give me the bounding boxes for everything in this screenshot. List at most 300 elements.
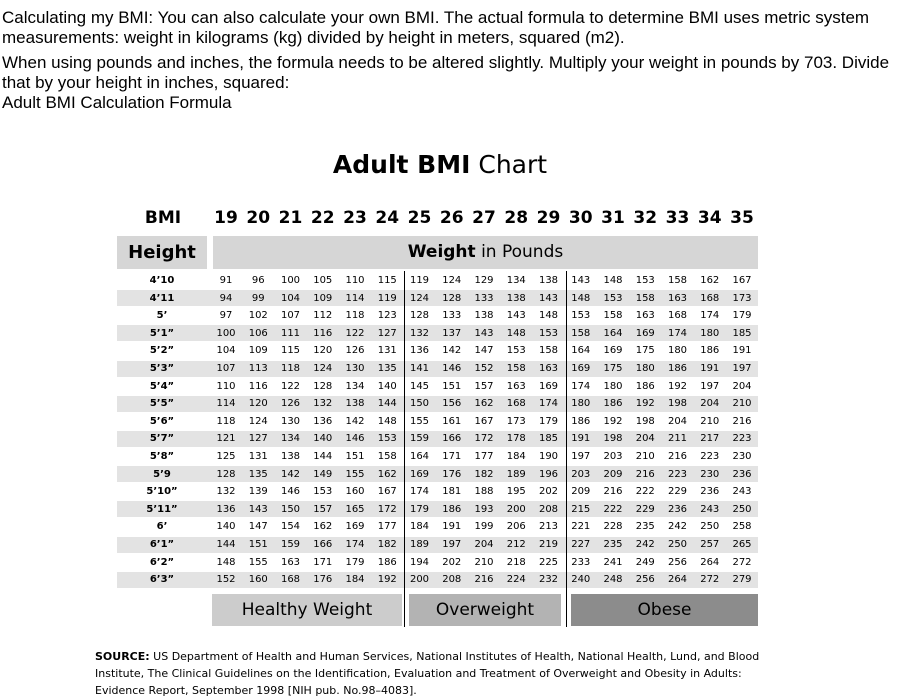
weight-cell: 161 (442, 415, 462, 427)
weight-cell: 210 (732, 398, 752, 410)
weight-cell: 162 (313, 521, 333, 533)
weight-cell: 141 (409, 363, 430, 374)
weight-cell: 193 (474, 503, 494, 515)
weight-cell: 203 (571, 468, 591, 480)
weight-cell: 135 (377, 363, 397, 374)
weight-cell: 115 (377, 275, 397, 286)
weight-cell: 227 (571, 539, 591, 550)
weight-cell: 99 (251, 292, 265, 304)
weight-cell: 272 (732, 556, 752, 568)
height-cell: 6’1” (149, 539, 175, 550)
weight-cell: 184 (506, 451, 526, 462)
weight-cell: 208 (538, 503, 559, 515)
weight-cell: 164 (409, 451, 430, 462)
height-cell: 5’6” (149, 415, 175, 427)
weight-cell: 264 (667, 574, 688, 586)
weight-cell: 202 (538, 486, 559, 498)
weight-cell: 235 (635, 521, 655, 533)
weight-cell: 136 (409, 345, 430, 357)
height-cell: 4’11 (149, 292, 175, 304)
weight-cell: 217 (700, 433, 720, 445)
weight-cell: 197 (700, 380, 720, 392)
weight-cell: 196 (538, 468, 559, 480)
weight-cell: 208 (442, 574, 462, 586)
bmi-value: 28 (504, 208, 529, 228)
height-cell: 4’10 (149, 275, 175, 286)
bmi-value: 21 (278, 208, 303, 228)
weight-cell: 147 (474, 345, 494, 357)
weight-cell: 194 (409, 556, 430, 568)
weight-cell: 186 (667, 363, 688, 374)
weight-cell: 153 (603, 292, 623, 304)
weight-cell: 162 (700, 275, 720, 286)
weight-cell: 123 (377, 310, 397, 322)
weight-cell: 135 (248, 468, 268, 480)
weight-cell: 243 (732, 486, 752, 498)
weight-cell: 147 (248, 521, 268, 533)
weight-cell: 144 (377, 398, 397, 410)
bmi-value: 27 (472, 208, 496, 228)
weight-cell: 158 (506, 363, 526, 374)
weight-cell: 148 (603, 275, 623, 286)
weight-cell: 162 (377, 468, 397, 480)
weight-cell: 126 (280, 398, 301, 410)
weight-cell: 166 (313, 539, 333, 550)
weight-cell: 211 (667, 433, 688, 445)
weight-cell: 236 (700, 486, 720, 498)
weight-cell: 116 (248, 380, 268, 392)
weight-cell: 124 (248, 415, 268, 427)
weight-cell: 134 (280, 433, 301, 445)
weight-cell: 218 (506, 556, 526, 568)
weight-cell: 223 (667, 468, 688, 480)
weight-cell: 168 (280, 574, 301, 586)
weight-cell: 109 (248, 345, 268, 357)
weight-cell: 122 (345, 327, 365, 339)
bmi-value: 24 (375, 208, 400, 228)
chart-title-bold: Adult BMI (332, 150, 471, 179)
weight-cell: 186 (442, 503, 462, 515)
bmi-value: 29 (536, 208, 561, 228)
weight-cell: 118 (216, 415, 236, 427)
weight-cell: 160 (345, 486, 365, 498)
weight-cell: 203 (603, 451, 623, 462)
weight-cell: 176 (442, 468, 462, 480)
weight-cell: 164 (603, 327, 623, 339)
weight-cell: 163 (667, 292, 688, 304)
weight-cell: 151 (248, 539, 268, 550)
bmi-value: 31 (601, 208, 625, 228)
weight-cell: 210 (635, 451, 655, 462)
weight-cell: 243 (700, 503, 720, 515)
weight-cell: 225 (538, 556, 559, 568)
bmi-value: 25 (407, 208, 432, 228)
weight-cell: 110 (216, 380, 236, 392)
weight-cell: 197 (732, 363, 752, 374)
weight-cell: 153 (377, 433, 397, 445)
weight-cell: 133 (474, 292, 494, 304)
category-obese: Obese (571, 594, 758, 626)
weight-cell: 189 (409, 539, 430, 550)
formula-heading: Adult BMI Calculation Formula (2, 93, 232, 112)
weight-cell: 265 (732, 539, 752, 550)
weight-cell: 132 (409, 327, 430, 339)
weight-cell: 224 (506, 574, 526, 586)
weight-cell: 146 (280, 486, 301, 498)
weight-cell: 158 (603, 310, 623, 322)
weight-cell: 130 (345, 363, 365, 374)
weight-cell: 128 (313, 380, 333, 392)
weight-cell: 192 (635, 398, 655, 410)
weight-cell: 153 (506, 345, 526, 357)
weight-cell: 258 (732, 521, 752, 533)
weight-cell: 204 (732, 380, 752, 392)
weight-cell: 158 (635, 292, 655, 304)
weight-cell: 174 (409, 486, 430, 498)
height-cell: 5’9 (153, 468, 171, 480)
weight-cell: 126 (345, 345, 365, 357)
weight-cell: 124 (313, 363, 333, 374)
weight-cell: 142 (345, 415, 365, 427)
weight-cell: 142 (280, 468, 301, 480)
weight-cell: 151 (442, 380, 462, 392)
weight-cell: 174 (571, 380, 591, 392)
weight-cell: 168 (700, 292, 720, 304)
height-cell: 5’ (156, 310, 168, 322)
weight-cell: 191 (732, 345, 752, 357)
source-text: US Department of Health and Human Services, National Institutes of Health, National Health, Lund, and Blood Institute, The Clinical Guidelines on the Identification, Evaluation and Treatment of Overweight and Obesity in Adults: Evidence Report, September 1998 [NIH pub. No.98–4083]. (95, 650, 760, 697)
weight-cell: 162 (474, 398, 494, 410)
bmi-value: 23 (343, 208, 367, 228)
weight-header (213, 236, 758, 269)
weight-cell: 131 (377, 345, 397, 357)
weight-cell: 199 (474, 521, 494, 533)
intro-paragraph-2: When using pounds and inches, the formula needs to be altered slightly. Multiply your weight in pounds by 703. Divide that by your height in inches, squared: (2, 53, 890, 92)
weight-cell: 97 (219, 310, 233, 322)
weight-cell: 185 (732, 327, 752, 339)
weight-cell: 159 (409, 433, 430, 445)
weight-cell: 159 (280, 539, 301, 550)
weight-cell: 148 (571, 292, 591, 304)
weight-cell: 125 (216, 451, 236, 462)
weight-cell: 191 (571, 433, 591, 445)
weight-cell: 236 (732, 468, 752, 480)
weight-cell: 209 (603, 468, 623, 480)
weight-cell: 256 (635, 574, 655, 586)
weight-cell: 130 (280, 415, 301, 427)
weight-cell: 153 (313, 486, 333, 498)
weight-cell: 204 (700, 398, 720, 410)
weight-cell: 216 (732, 415, 752, 427)
weight-cell: 233 (571, 556, 591, 568)
weight-cell: 109 (313, 292, 333, 304)
weight-cell: 174 (345, 539, 365, 550)
weight-cell: 174 (538, 398, 559, 410)
weight-cell: 186 (571, 415, 591, 427)
weight-cell: 182 (474, 468, 494, 480)
weight-cell: 148 (216, 556, 236, 568)
height-cell: 5’10” (146, 486, 178, 498)
weight-cell: 202 (442, 556, 462, 568)
category-overweight: Overweight (409, 594, 561, 626)
weight-cell: 166 (442, 433, 462, 445)
weight-cell: 188 (474, 486, 494, 498)
weight-cell: 134 (345, 380, 365, 392)
height-cell: 5’8” (149, 451, 175, 462)
height-cell: 5’7” (149, 433, 175, 445)
chart-title-rest: Chart (470, 150, 548, 179)
height-cell: 6’3” (149, 574, 175, 586)
weight-cell: 172 (377, 503, 397, 515)
weight-cell: 223 (700, 451, 720, 462)
intro-paragraph-1: Calculating my BMI: You can also calculate your own BMI. The actual formula to determine BMI uses metric system measurements: weight in kilograms (kg) divided by height in meters, squared (m2). (2, 8, 870, 47)
weight-cell: 191 (442, 521, 462, 533)
weight-cell: 164 (571, 345, 591, 357)
weight-cell: 177 (377, 521, 397, 533)
weight-cell: 157 (313, 503, 333, 515)
weight-cell: 197 (442, 539, 462, 550)
height-cell: 5’1” (149, 327, 175, 339)
weight-cell: 150 (280, 503, 301, 515)
bmi-value: 32 (633, 208, 658, 228)
weight-cell: 200 (409, 574, 430, 586)
weight-cell: 168 (506, 398, 526, 410)
weight-cell: 111 (280, 327, 301, 339)
weight-cell: 133 (442, 310, 462, 322)
weight-cell: 257 (700, 539, 720, 550)
weight-cell: 158 (667, 275, 688, 286)
weight-cell: 186 (700, 345, 720, 357)
weight-cell: 155 (248, 556, 268, 568)
weight-cell: 210 (474, 556, 494, 568)
bmi-column-label: BMI (144, 208, 182, 228)
weight-cell: 104 (280, 292, 301, 304)
weight-cell: 189 (506, 468, 526, 480)
weight-cell: 128 (409, 310, 430, 322)
weight-cell: 131 (248, 451, 268, 462)
weight-cell: 119 (377, 292, 397, 304)
weight-cell: 221 (571, 521, 591, 533)
weight-cell: 242 (635, 539, 655, 550)
height-header: Height (117, 236, 207, 269)
weight-cell: 146 (442, 363, 462, 374)
weight-cell: 256 (667, 556, 688, 568)
chart-title (0, 150, 880, 179)
height-cell: 5’2” (149, 345, 175, 357)
weight-cell: 174 (667, 327, 688, 339)
weight-cell: 195 (506, 486, 526, 498)
weight-cell: 175 (635, 345, 655, 357)
weight-cell: 138 (538, 275, 559, 286)
weight-cell: 167 (732, 275, 752, 286)
weight-cell: 137 (442, 327, 462, 339)
weight-cell: 140 (377, 380, 397, 392)
weight-cell: 160 (248, 574, 268, 586)
weight-cell: 204 (667, 415, 688, 427)
weight-cell: 198 (603, 433, 623, 445)
weight-cell: 124 (409, 292, 430, 304)
weight-cell: 198 (635, 415, 655, 427)
weight-cell: 186 (377, 556, 397, 568)
weight-cell: 240 (571, 574, 591, 586)
weight-cell: 110 (345, 275, 365, 286)
weight-cell: 143 (506, 310, 526, 322)
weight-cell: 120 (313, 345, 333, 357)
weight-cell: 272 (700, 574, 720, 586)
weight-cell: 158 (571, 327, 591, 339)
height-cell: 5’5” (149, 398, 175, 410)
weight-cell: 179 (732, 310, 752, 322)
weight-cell: 113 (248, 363, 268, 374)
weight-cell: 134 (506, 275, 526, 286)
height-cell: 6’2” (149, 556, 175, 568)
weight-cell: 138 (280, 451, 301, 462)
weight-cell: 250 (732, 503, 752, 515)
weight-cell: 178 (506, 433, 526, 445)
weight-cell: 242 (667, 521, 688, 533)
weight-cell: 148 (377, 415, 397, 427)
weight-cell: 139 (248, 486, 268, 498)
weight-cell: 120 (248, 398, 268, 410)
bmi-value: 30 (568, 208, 593, 228)
weight-cell: 249 (635, 556, 655, 568)
weight-cell: 169 (538, 380, 559, 392)
weight-cell: 190 (538, 451, 559, 462)
weight-cell: 171 (313, 556, 333, 568)
weight-cell: 114 (345, 292, 365, 304)
weight-cell: 192 (603, 415, 623, 427)
weight-cell: 143 (474, 327, 494, 339)
weight-cell: 171 (442, 451, 462, 462)
weight-cell: 152 (216, 574, 236, 586)
weight-cell: 107 (280, 310, 301, 322)
height-cell: 6’ (156, 521, 168, 533)
weight-cell: 94 (219, 292, 233, 304)
weight-cell: 172 (474, 433, 494, 445)
weight-cell: 105 (313, 275, 333, 286)
weight-cell: 138 (474, 310, 494, 322)
weight-cell: 236 (667, 503, 688, 515)
weight-cell: 235 (603, 539, 623, 550)
weight-cell: 163 (280, 556, 301, 568)
weight-cell: 182 (377, 539, 397, 550)
weight-cell: 132 (313, 398, 333, 410)
weight-cell: 156 (442, 398, 462, 410)
weight-cell: 163 (538, 363, 559, 374)
weight-cell: 121 (216, 433, 236, 445)
weight-cell: 250 (667, 539, 688, 550)
weight-cell: 158 (538, 345, 559, 357)
weight-cell: 179 (345, 556, 365, 568)
weight-cell: 230 (700, 468, 720, 480)
weight-cell: 112 (313, 310, 333, 322)
weight-cell: 222 (603, 503, 623, 515)
weight-cell: 140 (313, 433, 333, 445)
weight-cell: 148 (506, 327, 526, 339)
weight-cell: 118 (280, 363, 301, 374)
weight-cell: 145 (409, 380, 430, 392)
weight-cell: 175 (603, 363, 623, 374)
weight-cell: 136 (216, 503, 236, 515)
weight-cell: 100 (216, 327, 236, 339)
weight-cell: 209 (571, 486, 591, 498)
weight-cell: 144 (313, 451, 333, 462)
weight-header-rest: in Pounds (475, 242, 564, 262)
weight-cell: 150 (409, 398, 430, 410)
weight-cell: 100 (280, 275, 301, 286)
weight-cell: 216 (603, 486, 623, 498)
weight-cell: 181 (442, 486, 462, 498)
weight-cell: 163 (635, 310, 655, 322)
bmi-value: 20 (246, 208, 271, 228)
bmi-value: 35 (730, 208, 754, 228)
weight-cell: 173 (506, 415, 526, 427)
weight-cell: 174 (700, 310, 720, 322)
bmi-value: 26 (439, 208, 464, 228)
weight-cell: 223 (732, 433, 752, 445)
weight-cell: 128 (216, 468, 236, 480)
category-healthy-weight: Healthy Weight (212, 594, 402, 626)
weight-cell: 104 (216, 345, 236, 357)
weight-cell: 144 (216, 539, 236, 550)
weight-cell: 148 (538, 310, 559, 322)
weight-cell: 154 (280, 521, 301, 533)
weight-cell: 279 (732, 574, 752, 586)
weight-cell: 197 (571, 451, 591, 462)
weight-cell: 184 (345, 574, 365, 586)
weight-cell: 149 (313, 468, 333, 480)
weight-cell: 248 (603, 574, 623, 586)
weight-cell: 91 (219, 275, 233, 286)
weight-cell: 153 (635, 275, 655, 286)
weight-cell: 222 (635, 486, 655, 498)
weight-cell: 122 (280, 380, 301, 392)
weight-cell: 107 (216, 363, 236, 374)
weight-cell: 124 (442, 275, 462, 286)
weight-cell: 138 (506, 292, 526, 304)
weight-cell: 169 (409, 468, 430, 480)
weight-cell: 167 (474, 415, 494, 427)
weight-cell: 127 (377, 327, 397, 339)
weight-cell: 168 (667, 310, 688, 322)
weight-cell: 143 (538, 292, 559, 304)
weight-cell: 116 (313, 327, 333, 339)
weight-cell: 114 (216, 398, 236, 410)
weight-cell: 155 (409, 415, 430, 427)
weight-cell: 138 (345, 398, 365, 410)
weight-cell: 184 (409, 521, 430, 533)
weight-cell: 132 (216, 486, 236, 498)
weight-cell: 127 (248, 433, 268, 445)
weight-cell: 142 (442, 345, 462, 357)
weight-cell: 264 (700, 556, 720, 568)
weight-cell: 232 (538, 574, 559, 586)
weight-cell: 157 (474, 380, 494, 392)
weight-cell: 180 (635, 363, 655, 374)
weight-cell: 215 (571, 503, 591, 515)
weight-cell: 169 (635, 327, 655, 339)
weight-cell: 210 (700, 415, 720, 427)
weight-cell: 155 (345, 468, 365, 480)
weight-cell: 129 (474, 275, 494, 286)
weight-cell: 106 (248, 327, 268, 339)
weight-cell: 96 (251, 275, 265, 286)
weight-cell: 179 (538, 415, 559, 427)
weight-cell: 143 (248, 503, 268, 515)
weight-cell: 250 (700, 521, 720, 533)
weight-cell: 192 (377, 574, 397, 586)
weight-cell: 213 (538, 521, 559, 533)
